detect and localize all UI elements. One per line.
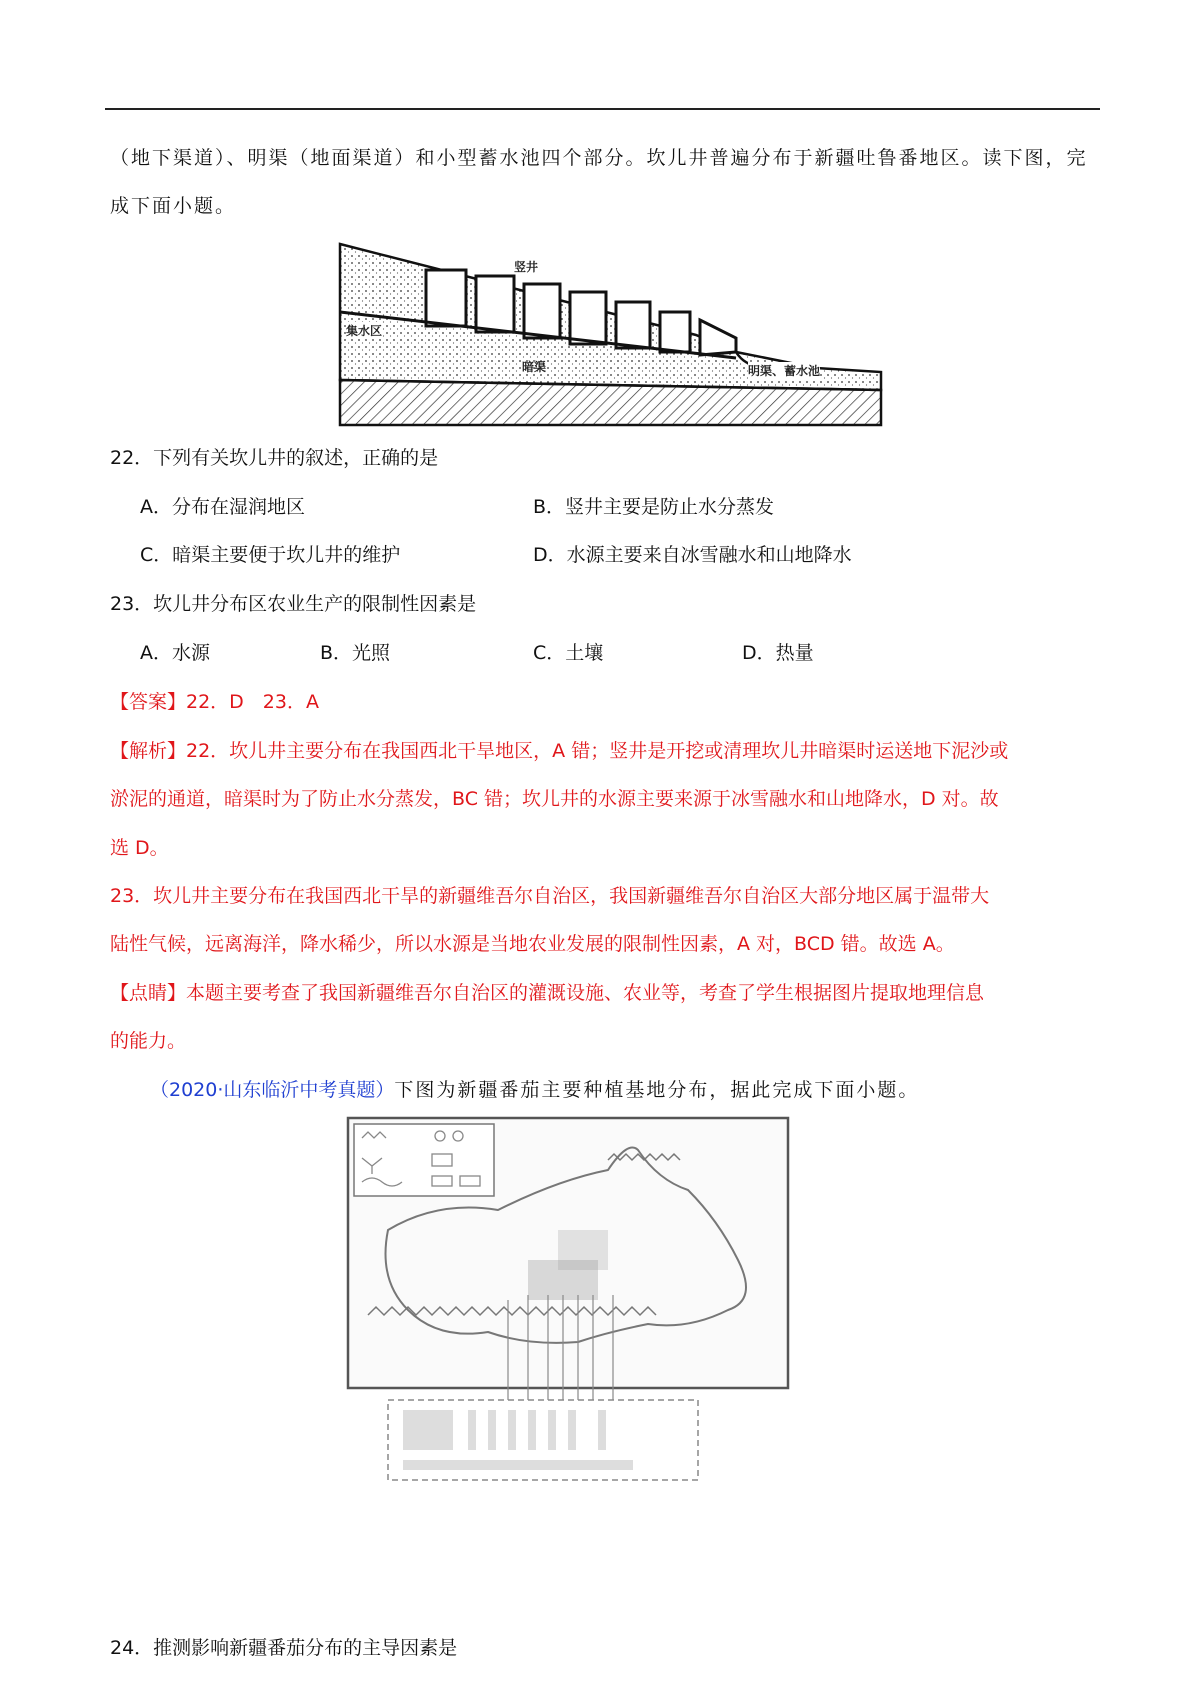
q22-option-c: C．暗渠主要便于坎儿井的维护 <box>140 544 401 566</box>
shaft-4 <box>570 292 606 344</box>
source-line <box>150 1078 919 1102</box>
analysis-line-1: 【解析】22．坎儿井主要分布在我国西北干旱地区，A 错；竖井是开挖或清理坎儿井暗渠时运送地下泥沙或 <box>110 740 1009 762</box>
q23-option-b: B．光照 <box>320 642 391 664</box>
header-rule <box>105 108 1100 110</box>
map-svg <box>328 1110 818 1495</box>
map-legend <box>354 1124 494 1196</box>
xinjiang-tomato-map <box>328 1110 818 1495</box>
shaft-3 <box>524 284 560 338</box>
q24-stem: 24．推测影响新疆番茄分布的主导因素是 <box>110 1637 458 1659</box>
county-labels-faded <box>403 1410 633 1470</box>
answer-line: 【答案】22．D 23．A <box>110 691 319 713</box>
karez-diagram <box>336 240 886 430</box>
q22-option-b: B．竖井主要是防止水分蒸发 <box>533 496 775 518</box>
label-canal-pond: 明渠、蓄水池 <box>748 364 821 378</box>
q23-option-d: D．热量 <box>742 642 814 664</box>
source-instruction: 下图为新疆番茄主要种植基地分布，据此完成下面小题。 <box>394 1079 920 1101</box>
analysis-line-5: 陆性气候，远离海洋，降水稀少，所以水源是当地农业发展的限制性因素，A 对，BCD 错。故选 A。 <box>110 933 955 955</box>
comment-line-1: 【点睛】本题主要考查了我国新疆维吾尔自治区的灌溉设施、农业等，考查了学生根据图片提取地理信息 <box>110 982 985 1004</box>
q23-stem: 23．坎儿井分布区农业生产的限制性因素是 <box>110 593 477 615</box>
label-catchment: 集水区 <box>346 324 383 338</box>
intro-line-1: （地下渠道）、明渠（地面渠道）和小型蓄水池四个部分。坎儿井普遍分布于新疆吐鲁番地区。读下图，完 <box>110 147 1088 169</box>
analysis-line-3: 选 D。 <box>110 837 169 859</box>
label-tunnel: 暗渠 <box>522 360 547 374</box>
shaft-1 <box>426 270 466 326</box>
karez-diagram-svg <box>336 240 886 430</box>
shaft-2 <box>476 276 514 332</box>
q23-option-a: A．水源 <box>140 642 210 664</box>
shaft-6 <box>660 312 690 352</box>
analysis-line-2: 淤泥的通道，暗渠时为了防止水分蒸发，BC 错；坎儿井的水源主要来源于冰雪融水和山地降水，D 对。故 <box>110 788 999 810</box>
analysis-line-4: 23．坎儿井主要分布在我国西北干旱的新疆维吾尔自治区，我国新疆维吾尔自治区大部分地区属于温带大 <box>110 885 990 907</box>
q22-option-a: A．分布在湿润地区 <box>140 496 305 518</box>
q23-option-c: C．土壤 <box>533 642 604 664</box>
intro-line-2: 成下面小题。 <box>110 195 237 217</box>
label-shaft: 竖井 <box>514 260 539 274</box>
q22-option-d: D．水源主要来自冰雪融水和山地降水 <box>533 544 852 566</box>
q22-stem: 22．下列有关坎儿井的叙述，正确的是 <box>110 447 439 469</box>
comment-line-2: 的能力。 <box>110 1030 187 1052</box>
exam-source: （2020·山东临沂中考真题） <box>150 1079 395 1101</box>
shaft-5 <box>616 302 650 348</box>
shaft-7 <box>700 320 736 355</box>
